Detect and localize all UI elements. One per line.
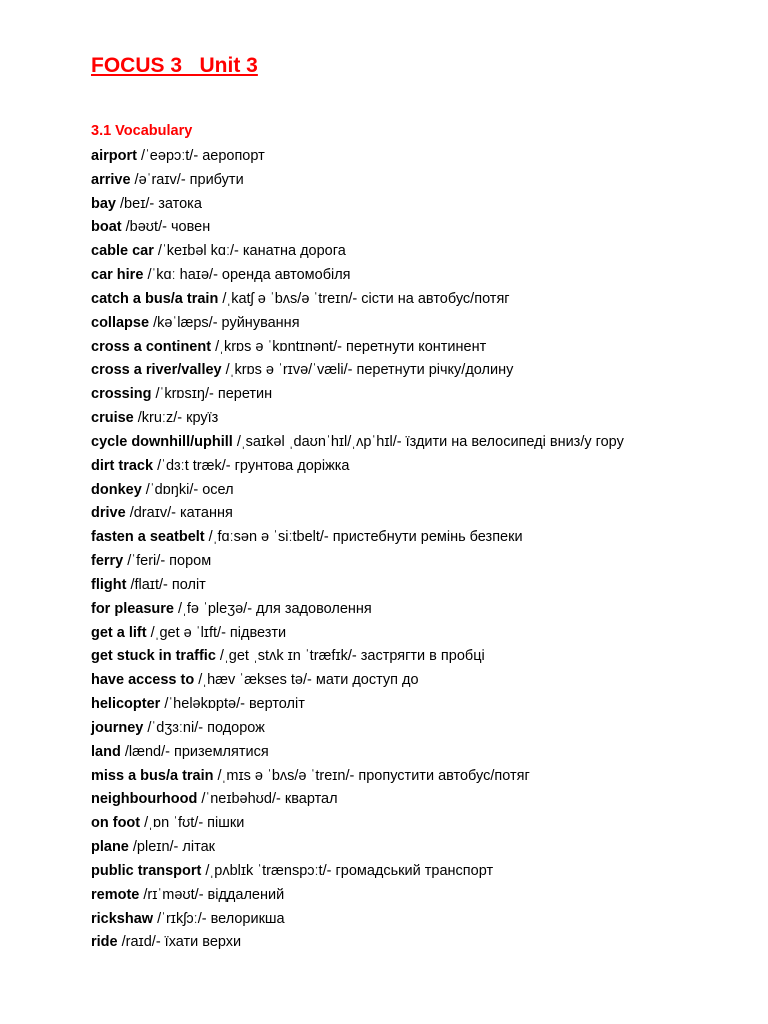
vocabulary-term: arrive <box>91 171 131 188</box>
vocabulary-transcription: /ˈneɪbəhʊd/ <box>201 791 277 808</box>
vocabulary-transcription: /ˌpʌblɪk ˈtrænspɔːt/ <box>205 862 327 879</box>
vocabulary-term: flight <box>91 576 127 593</box>
vocabulary-entry <box>91 431 761 455</box>
vocabulary-translation: - подорож <box>198 719 265 736</box>
vocabulary-translation: - грунтова доріжка <box>225 457 350 474</box>
vocabulary-transcription: /ˈeəpɔːt/ <box>140 148 194 164</box>
vocabulary-translation: - перетнути континент <box>337 338 487 355</box>
vocabulary-term: airport <box>91 148 137 164</box>
vocabulary-transcription: /ˈdɜːt træk/ <box>157 457 226 474</box>
vocabulary-entry <box>91 812 761 836</box>
vocabulary-entry <box>91 765 761 789</box>
vocabulary-entry <box>91 216 761 240</box>
vocabulary-translation: - приземлятися <box>165 743 269 760</box>
vocabulary-term: cross a river/valley <box>91 362 222 379</box>
vocabulary-transcription: /ˈkrɒsɪŋ/ <box>155 386 209 403</box>
vocabulary-term: ride <box>91 934 118 951</box>
vocabulary-translation: - літак <box>173 839 215 856</box>
vocabulary-transcription: /beɪ/ <box>120 195 150 212</box>
vocabulary-entry <box>91 598 761 622</box>
vocabulary-translation: - аеропорт <box>193 148 265 164</box>
vocabulary-translation: - політ <box>163 576 206 593</box>
vocabulary-entry <box>91 836 761 860</box>
vocabulary-entry <box>91 645 761 669</box>
vocabulary-translation: - пішки <box>198 815 245 832</box>
vocabulary-transcription: /ˈkeɪbəl kɑː/ <box>157 243 235 260</box>
vocabulary-translation: - підвезти <box>221 624 287 641</box>
vocabulary-translation: - громадський транспорт <box>326 862 494 879</box>
vocabulary-transcription: /ˌget ə ˈlɪft/ <box>150 624 222 641</box>
vocabulary-entry <box>91 383 761 407</box>
vocabulary-term: rickshaw <box>91 910 154 927</box>
vocabulary-entry <box>91 860 761 884</box>
vocabulary-transcription: /rɪˈməʊt/ <box>143 886 199 903</box>
vocabulary-term: car hire <box>91 267 144 284</box>
vocabulary-entry <box>91 264 761 288</box>
vocabulary-translation: - перетнути річку/долину <box>347 362 514 379</box>
vocabulary-transcription: /ˌget ˌstʌk ɪn ˈtræfɪk/ <box>219 648 352 665</box>
vocabulary-translation: - катання <box>171 505 233 522</box>
vocabulary-transcription: /ˌmɪs ə ˈbʌs/ə ˈtreɪn/ <box>217 767 350 784</box>
vocabulary-translation: - їхати верхи <box>155 934 242 951</box>
vocabulary-term: for pleasure <box>91 600 174 617</box>
vocabulary-term: cross a continent <box>91 338 212 355</box>
vocabulary-translation: - віддалений <box>198 886 285 903</box>
vocabulary-transcription: /bəʊt/ <box>125 219 163 236</box>
vocabulary-term: catch a bus/a train <box>91 290 219 307</box>
vocabulary-translation: - руйнування <box>212 314 300 331</box>
vocabulary-translation: - квартал <box>276 791 338 808</box>
vocabulary-entry <box>91 788 761 812</box>
vocabulary-transcription: /kəˈlæps/ <box>153 314 213 331</box>
vocabulary-term: have access to <box>91 672 195 689</box>
vocabulary-transcription: /ˌfɑːsən ə ˈsiːtbelt/ <box>208 529 324 546</box>
vocabulary-term: donkey <box>91 481 142 498</box>
vocabulary-entry <box>91 550 761 574</box>
vocabulary-translation: - оренда автомобіля <box>213 267 351 284</box>
vocabulary-term: public transport <box>91 862 202 879</box>
vocabulary-transcription: /ˌkrɒs ə ˈkɒntɪnənt/ <box>215 338 338 355</box>
vocabulary-entry <box>91 574 761 598</box>
vocabulary-transcription: /ˌkrɒs ə ˈrɪvə/ˈvæli/ <box>225 362 348 379</box>
vocabulary-term: remote <box>91 886 140 903</box>
vocabulary-transcription: /raɪd/ <box>121 934 156 951</box>
vocabulary-term: cable car <box>91 243 154 260</box>
vocabulary-transcription: /draɪv/ <box>129 505 172 522</box>
vocabulary-entry <box>91 407 761 431</box>
vocabulary-transcription: /kruːz/ <box>137 410 178 427</box>
vocabulary-transcription: /ˌfə ˈpleʒə/ <box>178 600 248 617</box>
vocabulary-translation: - сісти на автобус/потяг <box>352 290 510 307</box>
vocabulary-entry <box>91 669 761 693</box>
vocabulary-entry <box>91 193 761 217</box>
vocabulary-translation: - вертоліт <box>240 696 305 713</box>
vocabulary-term: drive <box>91 505 126 522</box>
vocabulary-translation: - пропустити автобус/потяг <box>349 767 530 784</box>
vocabulary-entry <box>91 526 761 550</box>
vocabulary-term: collapse <box>91 314 150 331</box>
vocabulary-term: dirt track <box>91 457 154 474</box>
document-title: FOCUS 3 Unit 3 <box>91 54 258 77</box>
vocabulary-transcription: /ˈheləkɒptə/ <box>164 696 241 713</box>
vocabulary-term: fasten a seatbelt <box>91 529 205 546</box>
vocabulary-term: get stuck in traffic <box>91 648 216 665</box>
vocabulary-transcription: /ˌsaɪkəl ˌdaʊnˈhɪl/ˌʌpˈhɪl/ <box>236 433 397 450</box>
section-heading: 3.1 Vocabulary <box>91 123 193 139</box>
vocabulary-term: crossing <box>91 386 152 403</box>
vocabulary-transcription: /ˈrɪkʃɔː/ <box>157 910 202 927</box>
vocabulary-translation: - їздити на велосипеді вниз/у гору <box>396 433 624 450</box>
vocabulary-entry <box>91 693 761 717</box>
vocabulary-term: journey <box>91 719 144 736</box>
vocabulary-entry <box>91 479 761 503</box>
vocabulary-translation: - перетин <box>208 386 273 403</box>
vocabulary-term: helicopter <box>91 696 161 713</box>
vocabulary-term: bay <box>91 195 116 212</box>
vocabulary-transcription: /ˈdɒŋki/ <box>145 481 194 498</box>
vocabulary-entry <box>91 622 761 646</box>
vocabulary-entry <box>91 240 761 264</box>
vocabulary-term: neighbourhood <box>91 791 198 808</box>
vocabulary-term: get a lift <box>91 624 147 641</box>
vocabulary-translation: - прибути <box>180 171 244 188</box>
vocabulary-transcription: /ˈferi/ <box>127 553 161 570</box>
vocabulary-entry <box>91 288 761 312</box>
vocabulary-entry <box>91 145 761 169</box>
vocabulary-translation: - застрягти в пробці <box>351 648 485 665</box>
vocabulary-transcription: /ˌɒn ˈfʊt/ <box>144 815 199 832</box>
vocabulary-entry <box>91 741 761 765</box>
vocabulary-translation: - човен <box>162 219 211 236</box>
vocabulary-translation: - канатна дорога <box>234 243 346 260</box>
vocabulary-translation: - пристебнути ремінь безпеки <box>323 529 523 546</box>
vocabulary-entry <box>91 884 761 908</box>
vocabulary-translation: - для задоволення <box>247 600 372 617</box>
vocabulary-transcription: /flaɪt/ <box>130 576 164 593</box>
vocabulary-entry <box>91 931 761 955</box>
vocabulary-transcription: /ˌhæv ˈækses tə/ <box>198 672 307 689</box>
vocabulary-entry <box>91 502 761 526</box>
vocabulary-transcription: /pleɪn/ <box>132 839 174 856</box>
vocabulary-translation: - пором <box>160 553 212 570</box>
vocabulary-term: cruise <box>91 410 134 427</box>
vocabulary-transcription: /ˌkatʃ ə ˈbʌs/ə ˈtreɪn/ <box>222 290 353 307</box>
vocabulary-translation: - осел <box>193 481 234 498</box>
vocabulary-term: boat <box>91 219 122 236</box>
vocabulary-translation: - затока <box>149 195 202 212</box>
vocabulary-transcription: /əˈraɪv/ <box>134 171 181 188</box>
vocabulary-entry <box>91 336 761 360</box>
vocabulary-term: cycle downhill/uphill <box>91 433 233 450</box>
vocabulary-entry <box>91 359 761 383</box>
vocabulary-term: miss a bus/a train <box>91 767 214 784</box>
vocabulary-term: plane <box>91 839 129 856</box>
vocabulary-transcription: /ˈkɑː haɪə/ <box>147 267 214 284</box>
vocabulary-translation: - мати доступ до <box>307 672 419 689</box>
vocabulary-entry <box>91 908 761 932</box>
vocabulary-transcription: /ˈdʒɜːni/ <box>147 719 199 736</box>
vocabulary-entry <box>91 717 761 741</box>
vocabulary-term: on foot <box>91 815 141 832</box>
vocabulary-entry <box>91 169 761 193</box>
vocabulary-entry <box>91 312 761 336</box>
vocabulary-term: ferry <box>91 553 124 570</box>
vocabulary-term: land <box>91 743 121 760</box>
vocabulary-transcription: /lænd/ <box>124 743 166 760</box>
vocabulary-translation: - велорикша <box>201 910 285 927</box>
vocabulary-list <box>91 145 761 955</box>
vocabulary-entry <box>91 455 761 479</box>
vocabulary-translation: - круїз <box>177 410 219 427</box>
